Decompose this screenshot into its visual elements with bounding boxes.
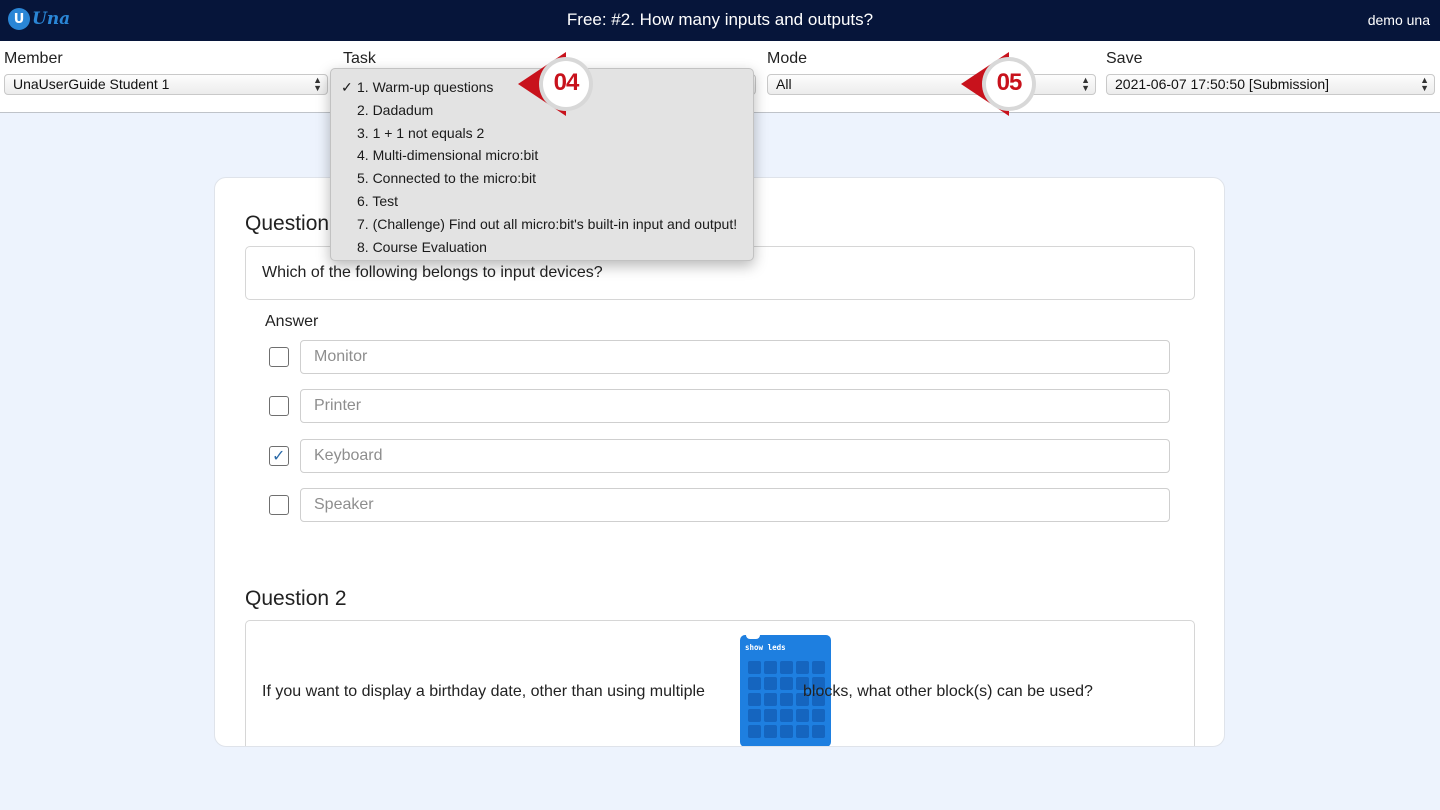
- answer-option: [269, 488, 1171, 522]
- callout-number: 04: [553, 69, 579, 96]
- answer-checkbox[interactable]: [269, 495, 289, 515]
- answer-option-field[interactable]: Speaker: [300, 488, 1170, 522]
- select-arrows-icon: ▲ ▼: [1081, 75, 1090, 93]
- question-1-text: Which of the following belongs to input devices?: [262, 264, 603, 281]
- member-label: Member: [4, 50, 63, 67]
- task-option-label: 7. (Challenge) Find out all micro:bit's built-in input and output!: [357, 215, 738, 232]
- task-option[interactable]: [331, 144, 753, 167]
- logo-badge: U: [8, 8, 30, 30]
- save-select[interactable]: [1106, 74, 1435, 95]
- task-option-label: 1. Warm-up questions: [357, 79, 494, 95]
- task-option-label: 5. Connected to the micro:bit: [357, 170, 536, 187]
- user-name[interactable]: demo una: [1367, 12, 1430, 28]
- callout-05: [961, 52, 1057, 116]
- question-1-title: Question: [245, 212, 330, 235]
- logo-text: Una: [32, 9, 71, 29]
- block-notch: [746, 635, 760, 639]
- question-2-title: Question 2: [245, 587, 347, 610]
- task-option[interactable]: [331, 213, 753, 236]
- answer-option: [269, 340, 1171, 374]
- answer-checkbox[interactable]: [269, 347, 289, 367]
- callout-number: 05: [996, 69, 1022, 96]
- answer-option-field[interactable]: Monitor: [300, 340, 1170, 374]
- question-card: [214, 177, 1225, 747]
- top-header: [0, 0, 1440, 41]
- mode-label: Mode: [767, 50, 808, 67]
- task-option-label: 6. Test: [357, 192, 398, 209]
- select-arrows-icon: ▲ ▼: [313, 75, 322, 93]
- task-option-label: 3. 1 + 1 not equals 2: [357, 124, 485, 141]
- task-option[interactable]: [331, 190, 753, 213]
- checkmark-icon: ✓: [272, 448, 286, 465]
- answer-option-field[interactable]: Printer: [300, 389, 1170, 423]
- question-2-text-before: If you want to display a birthday date, other than using multiple: [262, 683, 705, 700]
- task-option-label: 8. Course Evaluation: [357, 238, 487, 255]
- task-option[interactable]: [331, 122, 753, 145]
- answer-option: [269, 389, 1171, 423]
- answer-checkbox[interactable]: [269, 396, 289, 416]
- mode-select-value: All: [776, 76, 792, 92]
- answer-label: Answer: [265, 313, 319, 330]
- task-option-label: 4. Multi-dimensional micro:bit: [357, 147, 539, 164]
- select-arrows-icon: ▲ ▼: [1420, 75, 1429, 93]
- check-icon: ✓: [341, 79, 353, 95]
- page-title: Free: #2. How many inputs and outputs?: [566, 10, 874, 29]
- task-label: Task: [343, 50, 376, 67]
- save-label: Save: [1106, 50, 1143, 67]
- answer-option: [269, 439, 1171, 473]
- member-select[interactable]: [4, 74, 328, 95]
- answer-checkbox-checked[interactable]: [269, 446, 289, 466]
- task-option-label: 2. Dadadum: [357, 101, 434, 118]
- callout-04: [518, 52, 614, 116]
- task-option[interactable]: [331, 236, 753, 259]
- question-2-box: [245, 620, 1195, 747]
- member-select-value: UnaUserGuide Student 1: [13, 76, 170, 92]
- task-option[interactable]: [331, 167, 753, 190]
- save-select-value: 2021-06-07 17:50:50 [Submission]: [1115, 76, 1330, 92]
- block-label: show leds: [745, 643, 786, 652]
- question-2-text-after: blocks, what other block(s) can be used?: [803, 683, 1093, 700]
- answer-option-field[interactable]: Keyboard: [300, 439, 1170, 473]
